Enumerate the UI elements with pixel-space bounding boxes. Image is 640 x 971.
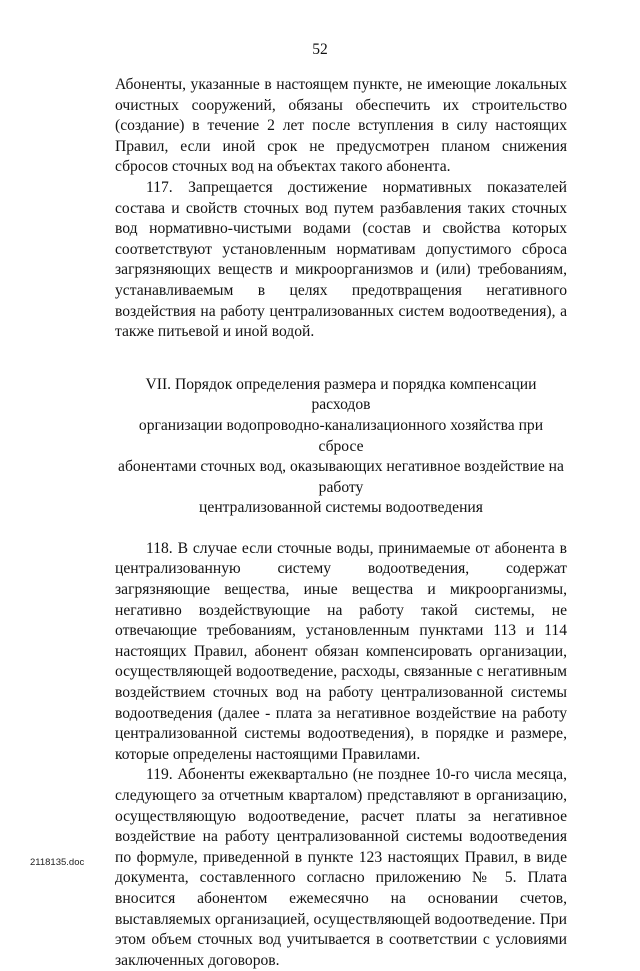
- paragraph-subscribers-treatment: Абоненты, указанные в настоящем пункте, не имеющие локальных очистных сооружений, обязаны обеспечить их строительство (создание) в течение 2 лет после вступления в силу настоящих Правил, если иной срок не предусмотрен планом снижения сбросов сточных вод на объектах такого абонента.: [115, 76, 567, 176]
- footer-filename: 2118135.doc: [30, 857, 85, 868]
- paragraph-118: 118. В случае если сточные воды, принимаемые от абонента в централизованную систему водоотведения, содержат загрязняющие вещества, иные вещества и микроорганизмы, негативно воздействующие на работу такой системы, не отвечающие требованиям, установленным пунктами 113 и 114 настоящих Правил, абонент обязан компенсировать организации, осуществляющей водоотведение, расходы, связанные с негативным воздействием сточных вод на работу централизованной системы водоотведения (далее - плата за негативное воздействие на работу централизованной системы водоотведения), в порядке и размере, которые определены настоящими Правилами.: [115, 539, 567, 763]
- section-heading-line: централизованной системы водоотведения: [199, 499, 483, 517]
- paragraph-117: 117. Запрещается достижение нормативных показателей состава и свойств сточных вод путем разбавления таких сточных вод нормативно-чистыми водами (состав и свойства которых соответствуют установленным нормативам допустимого сброса загрязняющих веществ и микроорганизмов и (или) требованиям, устанавливаемым в целях предотвращения негативного воздействия на работу централизованных систем водоотведения), а также питьевой и иной водой.: [115, 178, 567, 341]
- section-heading-vii: [115, 375, 567, 519]
- document-body: [115, 75, 567, 971]
- page-number: 52: [312, 41, 328, 58]
- section-heading-line: VII. Порядок определения размера и порядка компенсации расходов: [145, 375, 537, 414]
- paragraph-119: 119. Абоненты ежеквартально (не позднее 10-го числа месяца, следующего за отчетным кварталом) представляют в организацию, осуществляющую водоотведение, расчет платы за негативное воздействие на работу централизованной системы водоотведения по формуле, приведенной в пункте 123 настоящих Правил, в виде документа, составленного согласно приложению № 5. Плата вносится абонентом ежемесячно на основании счетов, выставляемых организацией, осуществляющей водоотведение. При этом объем сточных вод учитывается в соответствии с условиями заключенных договоров.: [115, 766, 567, 969]
- section-heading-line: организации водопроводно-канализационного хозяйства при сбросе: [138, 416, 544, 455]
- section-heading-line: абонентами сточных вод, оказывающих негативное воздействие на работу: [118, 458, 564, 496]
